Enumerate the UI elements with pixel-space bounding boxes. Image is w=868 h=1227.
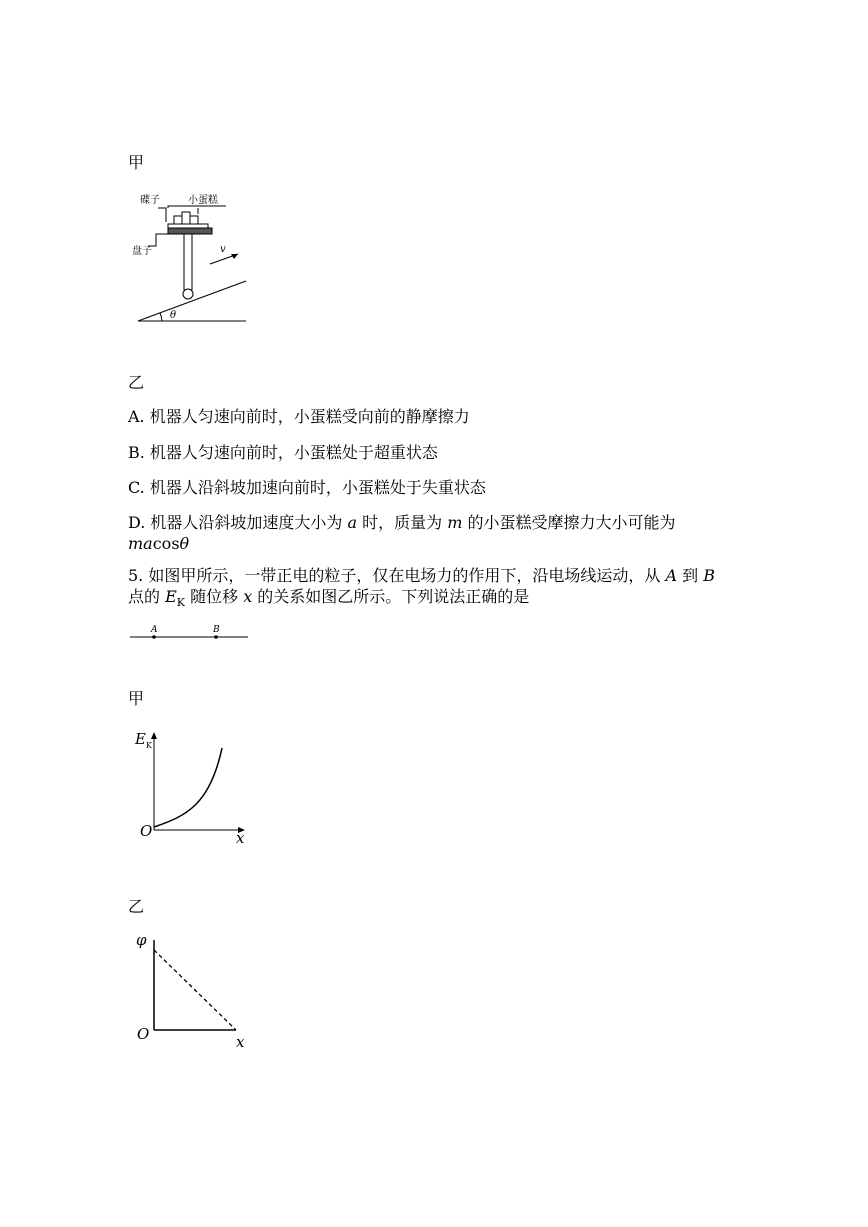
option-c: C. 机器人沿斜坡加速向前时，小蛋糕处于失重状态 xyxy=(128,478,486,497)
field-line-figure xyxy=(128,622,252,644)
robot-waiter-figure xyxy=(128,188,258,328)
q5-figure-label-jia: 甲 xyxy=(128,689,145,708)
label-tray: 盘子 xyxy=(132,246,152,257)
option-d-text-3: 的小蛋糕受摩擦力大小可能为 xyxy=(462,513,676,532)
q5-point-a: A xyxy=(665,566,678,585)
tray-leader-line xyxy=(148,234,168,246)
q5-ek-sub: K xyxy=(176,596,185,610)
option-d-text-2: 时，质量为 xyxy=(357,513,448,532)
q5-stem-line2 xyxy=(128,587,529,613)
plate xyxy=(168,224,208,228)
option-a: A. 机器人匀速向前时，小蛋糕受向前的静摩擦力 xyxy=(128,407,470,426)
q5-stem-text-4: 随位移 xyxy=(185,587,244,606)
q5-stem-text-5: 的关系如图乙所示。下列说法正确的是 xyxy=(252,587,530,606)
robot-pole xyxy=(184,234,192,290)
option-d-a: a xyxy=(347,513,358,532)
q5-stem-text-2: 到 xyxy=(677,566,704,585)
option-d-line1 xyxy=(128,513,676,533)
label-plate: 碟子 xyxy=(140,195,160,206)
phi-dashed-line xyxy=(154,950,236,1030)
tray xyxy=(168,228,212,234)
option-d-theta: θ xyxy=(179,534,190,553)
point-b-label: B xyxy=(213,625,220,635)
option-d-text-1: D. 机器人沿斜坡加速度大小为 xyxy=(128,513,348,532)
ek-y-label: $E_K$ xyxy=(135,730,152,750)
plate-leader-line xyxy=(158,208,166,222)
phi-x-graph xyxy=(132,928,252,1050)
robot-wheel xyxy=(183,289,193,299)
cake-left xyxy=(174,216,182,224)
q5-stem-text-1: 5. 如图甲所示，一带正电的粒子，仅在电场力的作用下，沿电场线运动，从 xyxy=(128,566,666,585)
ek-origin-label: O xyxy=(140,822,153,840)
option-b: B. 机器人匀速向前时，小蛋糕处于超重状态 xyxy=(128,443,438,462)
cake-right xyxy=(190,216,198,224)
label-cake: 小蛋糕 xyxy=(188,195,218,206)
cake-middle xyxy=(182,212,190,224)
figure-label-yi: 乙 xyxy=(128,373,145,392)
ek-y-arrow xyxy=(151,732,157,739)
q5-ek-e: E xyxy=(165,587,177,606)
q5-x: x xyxy=(243,587,253,606)
phi-x-label: x xyxy=(236,1033,245,1051)
option-d-m: m xyxy=(447,513,463,532)
option-d-line2 xyxy=(128,534,189,554)
cake-leader-line xyxy=(168,206,226,208)
angle-arc xyxy=(160,313,162,321)
phi-origin-label: O xyxy=(137,1025,150,1043)
point-a-label: A xyxy=(151,625,158,635)
option-d-ma: ma xyxy=(128,534,153,553)
phi-y-label: φ xyxy=(136,931,147,949)
label-theta: θ xyxy=(170,310,177,321)
figure-label-jia: 甲 xyxy=(128,153,145,172)
label-v: v xyxy=(220,244,226,255)
q5-point-b: B xyxy=(703,566,715,585)
point-a-dot xyxy=(152,635,156,639)
option-d-cos: cos xyxy=(152,534,180,553)
q5-figure-label-yi: 乙 xyxy=(128,897,145,916)
ek-x-graph xyxy=(132,726,252,848)
point-b-dot xyxy=(214,635,218,639)
ek-x-label: x xyxy=(236,829,245,847)
q5-stem-line1 xyxy=(128,566,715,586)
ek-curve xyxy=(154,748,222,827)
q5-stem-text-3: 点的 xyxy=(128,587,166,606)
